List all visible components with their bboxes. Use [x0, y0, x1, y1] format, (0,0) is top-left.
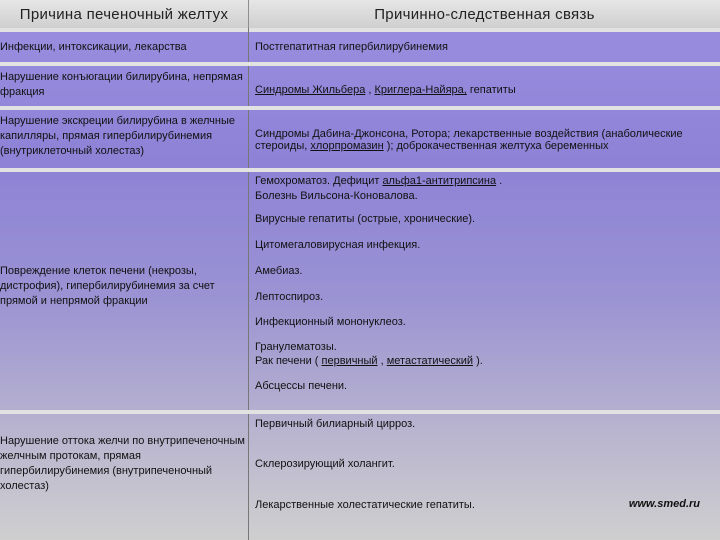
- list-item: Вирусные гепатиты (острые, хронические).: [255, 213, 476, 225]
- list-item: Абсцессы печени.: [255, 380, 348, 392]
- column-divider: [248, 28, 249, 540]
- row-separator: [0, 410, 720, 414]
- header-cause: Причина печеночный желтух: [0, 0, 249, 28]
- row-separator: [0, 62, 720, 66]
- link-primary[interactable]: первичный: [321, 355, 378, 367]
- list-item: Гемохроматоз. Дефицит альфа1-антитрипсина .: [255, 175, 503, 187]
- row-relation: Постгепатитная гипербилирубинемия: [255, 41, 448, 53]
- list-item: Цитомегаловирусная инфекция.: [255, 239, 421, 251]
- row-separator: [0, 28, 720, 32]
- link-alpha1[interactable]: альфа1-антитрипсина: [382, 175, 497, 187]
- table-row: [0, 34, 720, 62]
- table-row: [0, 68, 720, 104]
- link-metastatic[interactable]: метастатический: [386, 355, 474, 367]
- row-relation: [255, 128, 705, 152]
- list-item: Рак печени ( первичный , метастатический ).: [255, 355, 483, 367]
- header-relation: Причинно-следственная связь: [249, 0, 720, 28]
- link-gilbert[interactable]: Синдромы Жильбера: [255, 84, 366, 96]
- text-sep: ,: [365, 84, 375, 96]
- list-item: Инфекционный мононуклеоз.: [255, 316, 406, 328]
- list-item: Амебиаз.: [255, 265, 303, 277]
- text-tail: гепатиты: [466, 84, 516, 96]
- list-item: Лекарственные холестатические гепатиты.: [255, 499, 475, 511]
- list-item: Болезнь Вильсона-Коновалова.: [255, 190, 418, 202]
- list-item: Первичный билиарный цирроз.: [255, 418, 416, 430]
- row-cause: Повреждение клеток печени (некрозы, дистрофия), гипербилирубинемия за счет прямой и непрямой фракции: [0, 265, 215, 307]
- link-crigler[interactable]: Криглера-Найяра,: [374, 84, 467, 96]
- text-part: Синдромы Дабина-Джонсона, Ротора; лекарственные воздействия (анаболические стероиды,: [255, 128, 683, 152]
- row-separator: [0, 168, 720, 172]
- row-cause: Нарушение конъюгации билирубина, непрямая фракция: [0, 71, 243, 98]
- list-item: Склерозирующий холангит.: [255, 458, 395, 470]
- list-item: Гранулематозы.: [255, 341, 337, 353]
- table-row: [0, 112, 720, 168]
- list-item: Лептоспироз.: [255, 291, 324, 303]
- site-url: www.smed.ru: [628, 498, 700, 510]
- link-chlorpromazine[interactable]: хлорпромазин: [310, 140, 384, 152]
- row-relation: [255, 83, 720, 98]
- row-cause: Нарушение оттока желчи по внутрипеченочным желчным протокам, прямая гипербилирубинемия (внутрипеченочный холестаз): [0, 435, 245, 492]
- row-separator: [0, 106, 720, 110]
- row-cause: Инфекции, интоксикации, лекарства: [0, 41, 187, 53]
- text-part: ); доброкачественная желтуха беременных: [383, 140, 609, 152]
- row-cause: Нарушение экскреции билирубина в желчные капилляры, прямая гипербилирубинемия (внутриклеточный холестаз): [0, 115, 235, 157]
